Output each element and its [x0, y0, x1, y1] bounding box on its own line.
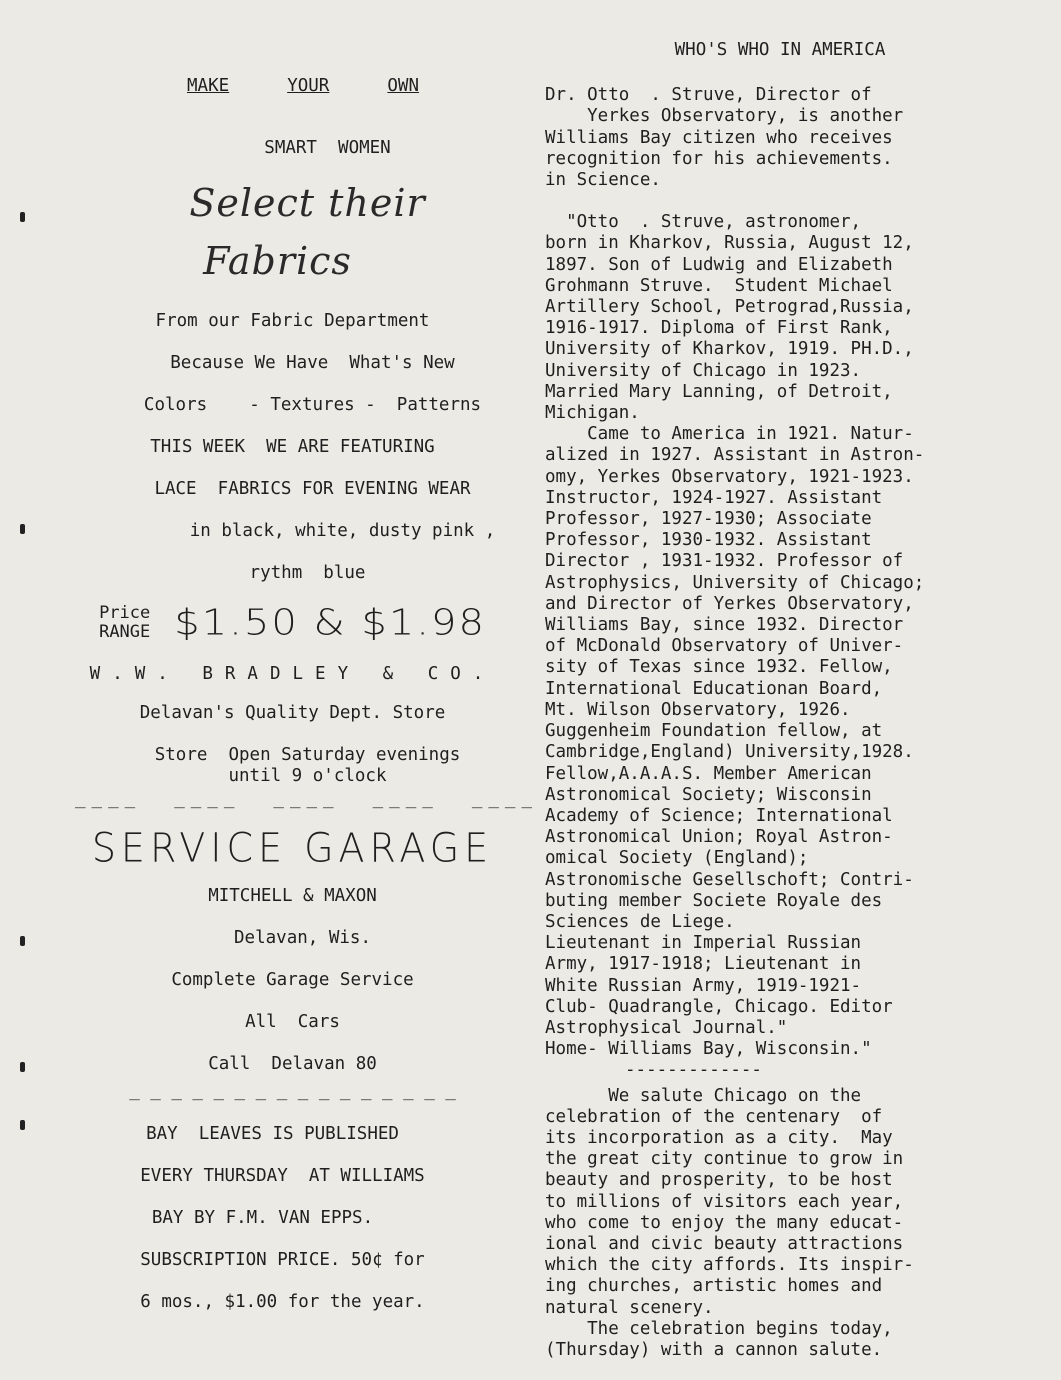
bio-line: sity of Texas since 1932. Fellow, — [545, 657, 893, 678]
script-select-their: Select their — [189, 181, 426, 225]
chicago-line: The celebration begins today, — [545, 1318, 893, 1339]
bio-line: Married Mary Lanning, of Detroit, — [545, 381, 893, 402]
bio-line: Army, 1917-1918; Lieutenant in — [545, 954, 862, 975]
bio-line: White Russian Army, 1919-1921- — [545, 975, 862, 996]
bio-line: Professor, 1930-1932. Assistant — [545, 530, 872, 551]
bio-line: Astronomical Society; Wisconsin — [545, 784, 872, 805]
section-divider: ____ ____ ____ ____ ____ — [75, 789, 539, 809]
color-list-text: in black, white, dusty pink , — [189, 521, 496, 541]
chicago-line: to millions of visitors each year, — [545, 1191, 904, 1212]
article-divider: ------------- — [625, 1060, 762, 1081]
bio-line: Guggenheim Foundation fellow, at — [545, 721, 883, 742]
publication-line1: BAY LEAVES IS PUBLISHED — [146, 1124, 399, 1144]
bio-line: alized in 1927. Assistant in Astron- — [545, 445, 925, 466]
bio-line: Home- Williams Bay, Wisconsin." — [545, 1039, 872, 1060]
publication-line4: SUBSCRIPTION PRICE. 50¢ for — [140, 1250, 425, 1270]
bio-line: of McDonald Observatory of Univer- — [545, 636, 904, 657]
bio-line: Grohmann Struve. Student Michael — [545, 275, 893, 296]
price-label-line2: RANGE — [99, 622, 151, 642]
article-heading: WHO'S WHO IN AMERICA — [674, 40, 886, 60]
bio-line: Fellow,A.A.A.S. Member American — [545, 763, 872, 784]
chicago-line: ional and civic beauty attractions — [545, 1233, 904, 1254]
smart-women-text: SMART WOMEN — [264, 138, 391, 158]
price-label-line1: Price — [99, 603, 151, 623]
chicago-line: the great city continue to grow in — [545, 1149, 904, 1170]
publication-line5: 6 mos., $1.00 for the year. — [140, 1292, 425, 1312]
chicago-line: natural scenery. — [545, 1297, 714, 1318]
chicago-line: ing churches, artistic homes and — [545, 1276, 883, 1297]
chicago-line: who come to enjoy the many educat- — [545, 1212, 904, 1233]
bio-line: omy, Yerkes Observatory, 1921-1923. — [545, 466, 914, 487]
bio-line: Astronomical Union; Royal Astron- — [545, 827, 893, 848]
chicago-line: its incorporation as a city. May — [545, 1127, 893, 1148]
chicago-line: (Thursday) with a cannon salute. — [545, 1339, 883, 1360]
bio-line: Mt. Wilson Observatory, 1926. — [545, 699, 851, 720]
publication-line2: EVERY THURSDAY AT WILLIAMS — [140, 1166, 425, 1186]
bio-line: University of Kharkov, 1919. PH.D., — [545, 339, 914, 360]
store-name: W.W. BRADLEY & CO. — [89, 664, 496, 684]
intro-line: Williams Bay citizen who receives — [545, 127, 893, 148]
fabric-department-text: From our Fabric Department — [155, 311, 430, 331]
price-range — [55, 600, 530, 646]
bio-line: Came to America in 1921. Natur- — [545, 424, 914, 445]
bio-line: Instructor, 1924-1927. Assistant — [545, 487, 883, 508]
chicago-line: beauty and prosperity, to be host — [545, 1170, 893, 1191]
bio-line: Sciences de Liege. — [545, 911, 735, 932]
margin-mark — [20, 212, 25, 222]
store-hours-line2: until 9 o'clock — [228, 766, 387, 786]
bio-line: Michigan. — [545, 403, 640, 424]
bio-line: International Educationan Board, — [545, 678, 883, 699]
make-your-own-heading — [187, 76, 419, 96]
price-range-label — [99, 604, 150, 642]
garage-city: Delavan, Wis. — [234, 928, 371, 948]
colors-textures-text: Colors - Textures - Patterns — [143, 395, 482, 415]
intro-line: recognition for his achievements. — [545, 148, 893, 169]
bio-line: born in Kharkov, Russia, August 12, — [545, 233, 914, 254]
garage-phone: Call Delavan 80 — [208, 1054, 377, 1074]
bio-line: Lieutenant in Imperial Russian — [545, 933, 862, 954]
margin-mark — [20, 524, 25, 534]
rythm-blue-text: rythm blue — [249, 563, 366, 583]
bio-line: Professor, 1927-1930; Associate — [545, 509, 872, 530]
whats-new-text: Because We Have What's New — [170, 353, 455, 373]
margin-mark — [20, 1062, 25, 1072]
bio-line: Club- Quadrangle, Chicago. Editor — [545, 996, 893, 1017]
bio-line: Astronomische Gesellschoft; Contri- — [545, 869, 914, 890]
your-word: YOUR — [287, 76, 330, 96]
script-fabrics: Fabrics — [203, 239, 352, 283]
bio-line: Artillery School, Petrograd,Russia, — [545, 297, 914, 318]
chicago-line: celebration of the centenary of — [545, 1106, 883, 1127]
bio-line: Astrophysics, University of Chicago; — [545, 572, 925, 593]
dashed-divider: _ _ _ _ _ _ _ _ _ _ _ _ _ _ _ _ — [129, 1081, 456, 1101]
bio-line: Astrophysical Journal." — [545, 1017, 788, 1038]
bio-line: and Director of Yerkes Observatory, — [545, 593, 914, 614]
left-column — [75, 70, 539, 1313]
publication-line3: BAY BY F.M. VAN EPPS. — [151, 1208, 374, 1228]
chicago-line: We salute Chicago on the — [545, 1085, 862, 1106]
bio-line: Academy of Science; International — [545, 805, 893, 826]
chicago-line: which the city affords. Its inspir- — [545, 1255, 914, 1276]
chicago-paragraph — [545, 1086, 1035, 1362]
store-description: Delavan's Quality Dept. Store — [139, 703, 446, 723]
featuring-text: THIS WEEK WE ARE FEATURING — [150, 437, 435, 457]
bio-line: "Otto . Struve, astronomer, — [545, 212, 862, 233]
bio-line: buting member Societe Royale des — [545, 890, 883, 911]
service-garage-title: SERVICE GARAGE — [91, 824, 494, 872]
bio-line: Director , 1931-1932. Professor of — [545, 551, 904, 572]
bio-line: University of Chicago in 1923. — [545, 360, 862, 381]
intro-line: Dr. Otto . Struve, Director of — [545, 85, 872, 106]
lace-fabrics-text: LACE FABRICS FOR EVENING WEAR — [154, 479, 471, 499]
intro-line: in Science. — [545, 170, 661, 191]
intro-line: Yerkes Observatory, is another — [545, 106, 904, 127]
biography-paragraph — [545, 212, 1035, 1060]
bio-line: Williams Bay, since 1932. Director — [545, 615, 904, 636]
make-word: MAKE — [187, 76, 230, 96]
intro-paragraph — [545, 85, 1035, 191]
garage-service: Complete Garage Service — [171, 970, 414, 990]
garage-owner: MITCHELL & MAXON — [208, 886, 377, 906]
bio-line: omical Society (England); — [545, 848, 809, 869]
own-word: OWN — [387, 76, 419, 96]
bio-line: 1897. Son of Ludwig and Elizabeth — [545, 254, 893, 275]
garage-cars: All Cars — [245, 1012, 340, 1032]
margin-mark — [20, 936, 25, 946]
store-hours-line1: Store Open Saturday evenings — [154, 745, 461, 765]
right-column — [545, 40, 1035, 1361]
bio-line: 1916-1917. Diploma of First Rank, — [545, 318, 893, 339]
price-range-value: $1.50 & $1.98 — [174, 602, 486, 644]
bio-line: Cambridge,England) University,1928. — [545, 742, 914, 763]
